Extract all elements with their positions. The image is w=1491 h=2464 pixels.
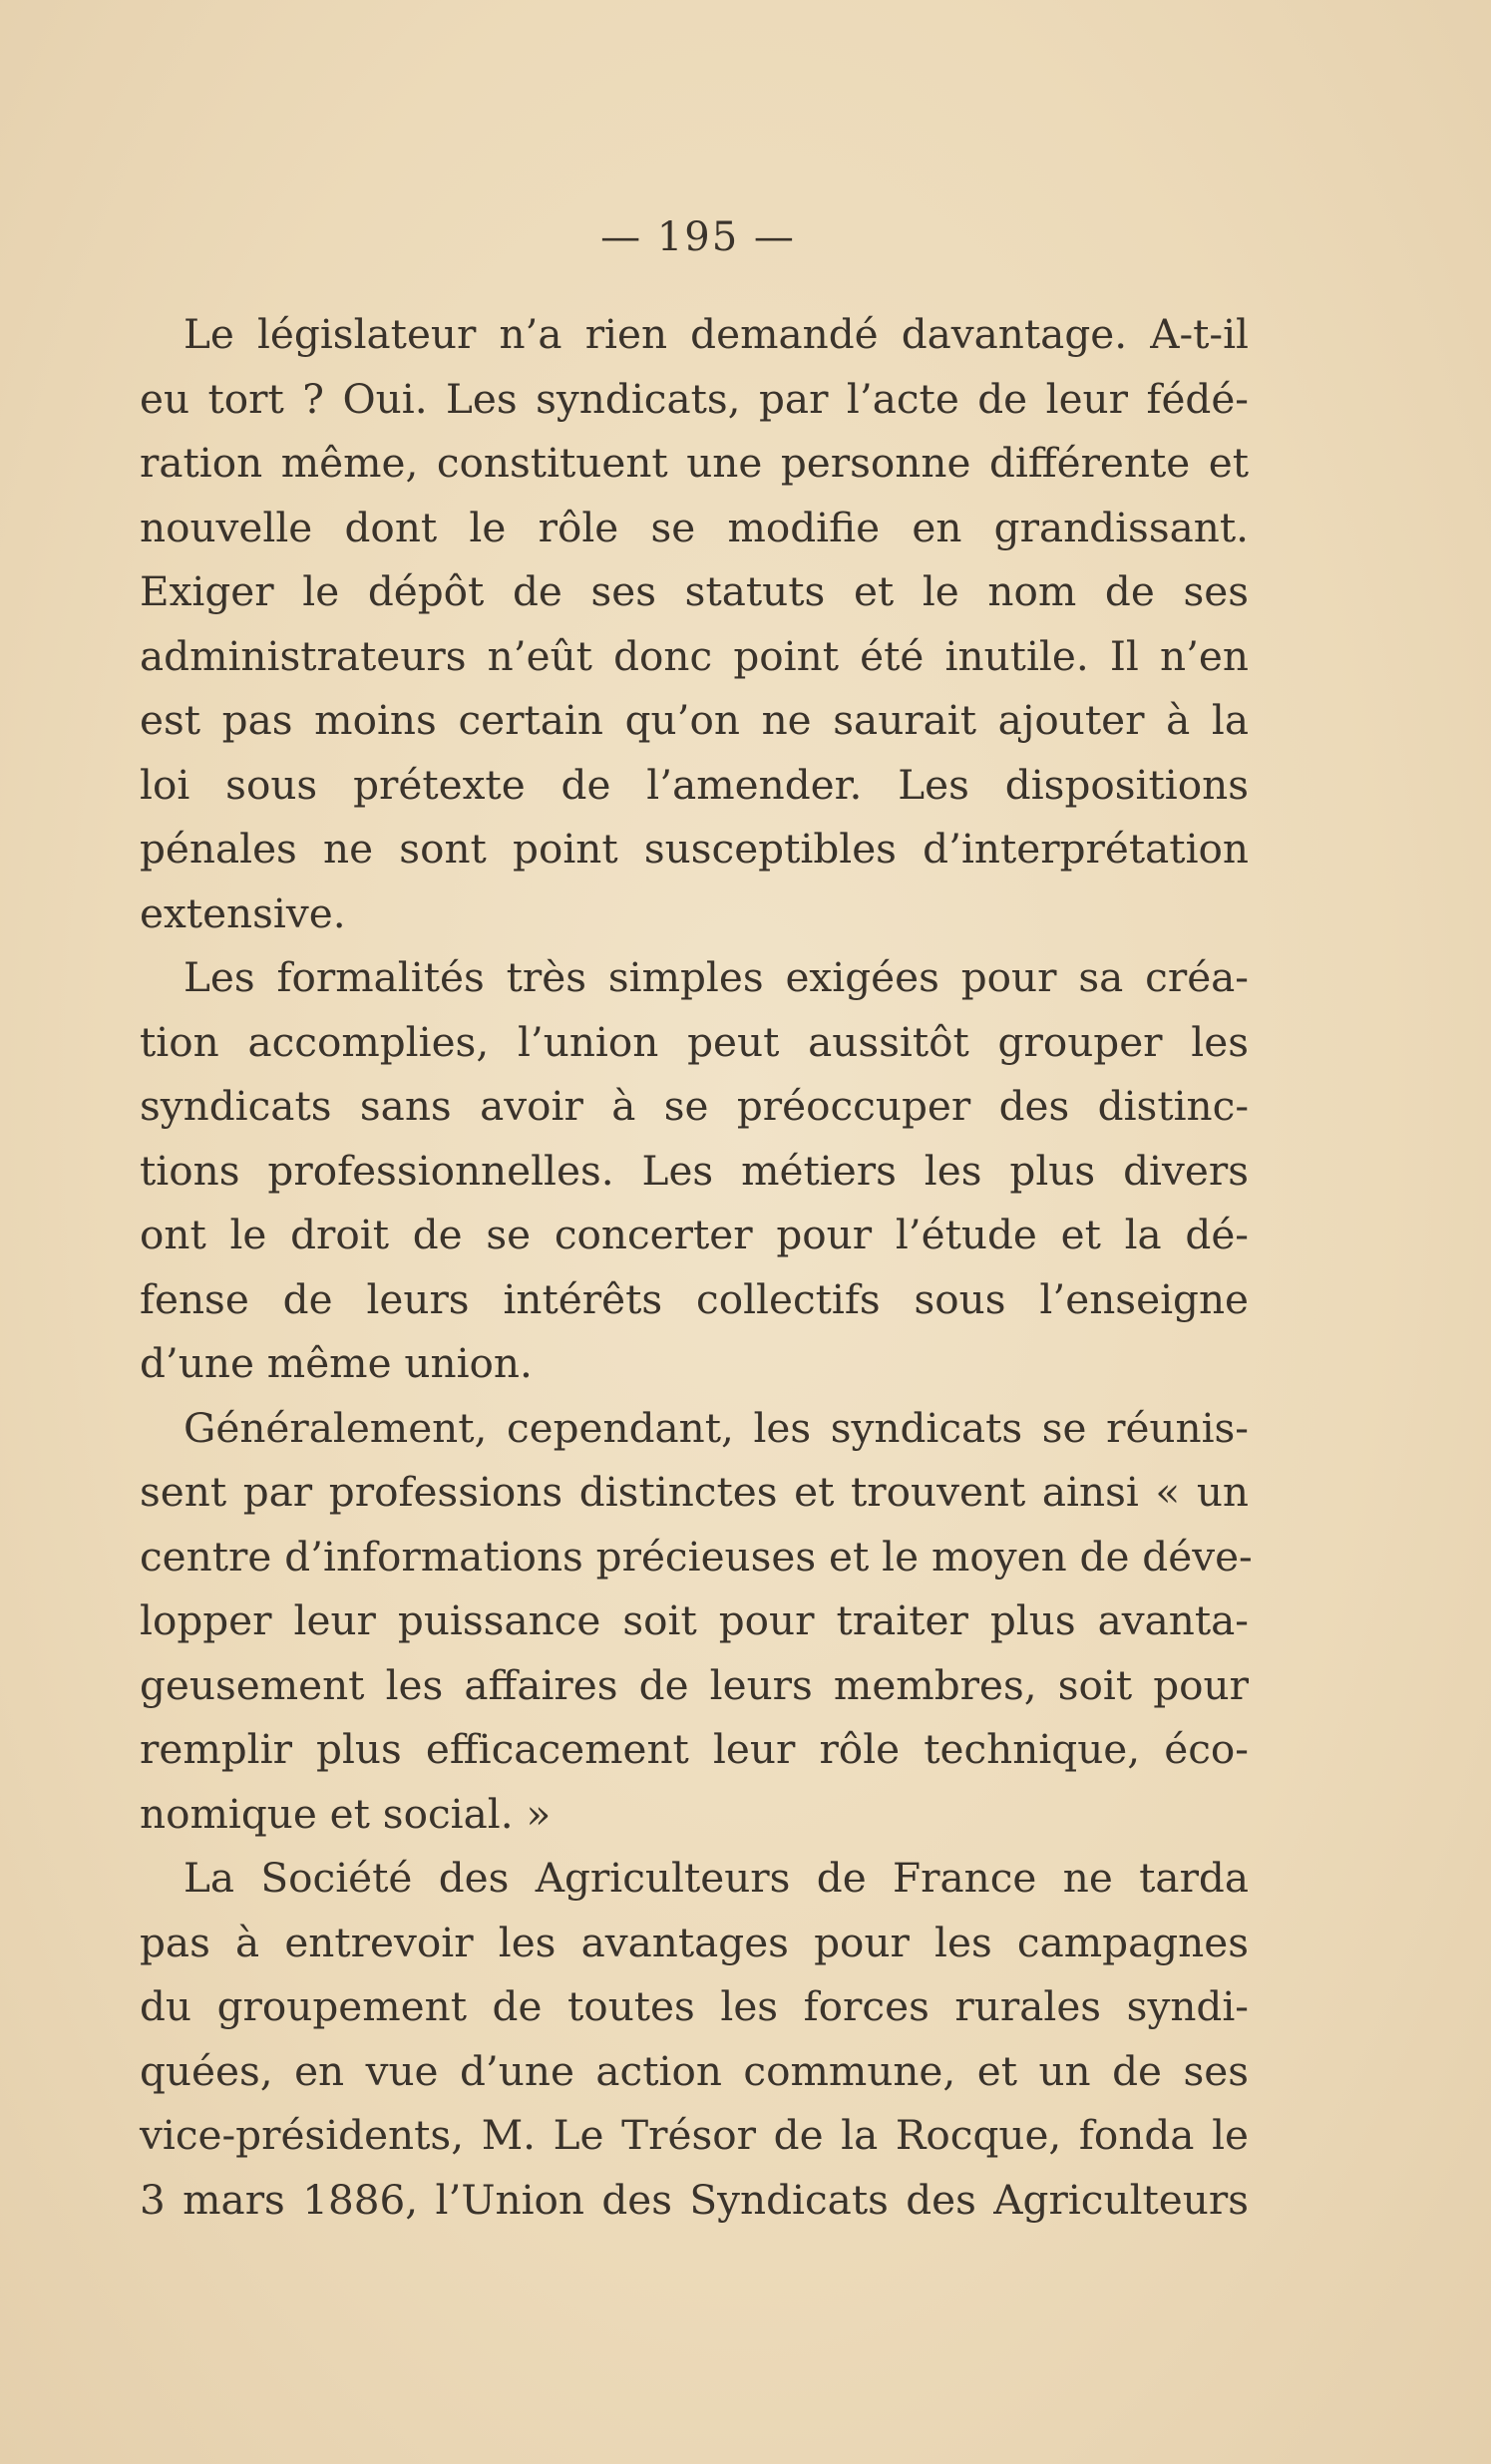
body-text bbox=[140, 302, 1253, 2232]
text-line: quées, en vue d’une action commune, et un de ses bbox=[140, 2046, 1249, 2095]
text-line: Le législateur n’a rien demandé davantage. A-t-il bbox=[184, 310, 1249, 358]
text-line: est pas moins certain qu’on ne saurait ajouter à la bbox=[140, 696, 1249, 744]
text-line: tions professionnelles. Les métiers les plus divers bbox=[140, 1146, 1249, 1195]
text-line: vice-présidents, M. Le Trésor de la Rocque, fonda le bbox=[140, 2111, 1249, 2159]
text-line: Les formalités très simples exigées pour sa créa- bbox=[184, 953, 1249, 1001]
text-line: Exiger le dépôt de ses statuts et le nom de ses bbox=[140, 567, 1249, 615]
text-line: geusement les affaires de leurs membres, soit pour bbox=[140, 1660, 1249, 1709]
text-line: loi sous prétexte de l’amender. Les dispositions bbox=[140, 760, 1249, 809]
text-line: Généralement, cependant, les syndicats se réunis- bbox=[184, 1403, 1249, 1452]
text-line: remplir plus efficacement leur rôle technique, éco- bbox=[140, 1725, 1249, 1773]
text-line: fense de leurs intérêts collectifs sous l’enseigne bbox=[140, 1274, 1249, 1323]
text-line: syndicats sans avoir à se préoccuper des distinc- bbox=[140, 1082, 1249, 1130]
text-line: 3 mars 1886, l’Union des Syndicats des Agriculteurs bbox=[140, 2175, 1249, 2224]
text-line: sent par professions distinctes et trouvent ainsi « un bbox=[140, 1468, 1249, 1516]
page-number: — 195 — bbox=[600, 214, 796, 260]
text-line: nouvelle dont le rôle se modifie en grandissant. bbox=[140, 503, 1249, 551]
text-line: pas à entrevoir les avantages pour les campagnes bbox=[140, 1918, 1249, 1966]
text-line: extensive. bbox=[140, 888, 346, 937]
text-line: administrateurs n’eût donc point été inutile. Il n’en bbox=[140, 631, 1249, 680]
text-line: eu tort ? Oui. Les syndicats, par l’acte de leur fédé- bbox=[140, 374, 1249, 423]
text-line: pénales ne sont point susceptibles d’interprétation bbox=[140, 825, 1249, 873]
text-line: ration même, constituent une personne différente et bbox=[140, 439, 1249, 487]
text-line: d’une même union. bbox=[140, 1339, 533, 1387]
text-line: du groupement de toutes les forces rurales syndi- bbox=[140, 1982, 1249, 2030]
text-line: centre d’informations précieuses et le moyen de déve- bbox=[140, 1532, 1253, 1581]
text-line: ont le droit de se concerter pour l’étude et la dé- bbox=[140, 1211, 1249, 1258]
text-line: nomique et social. » bbox=[140, 1789, 552, 1838]
text-line: tion accomplies, l’union peut aussitôt grouper les bbox=[140, 1017, 1249, 1066]
text-line: La Société des Agriculteurs de France ne tarda bbox=[184, 1854, 1249, 1902]
text-line: lopper leur puissance soit pour traiter plus avanta- bbox=[140, 1596, 1249, 1644]
